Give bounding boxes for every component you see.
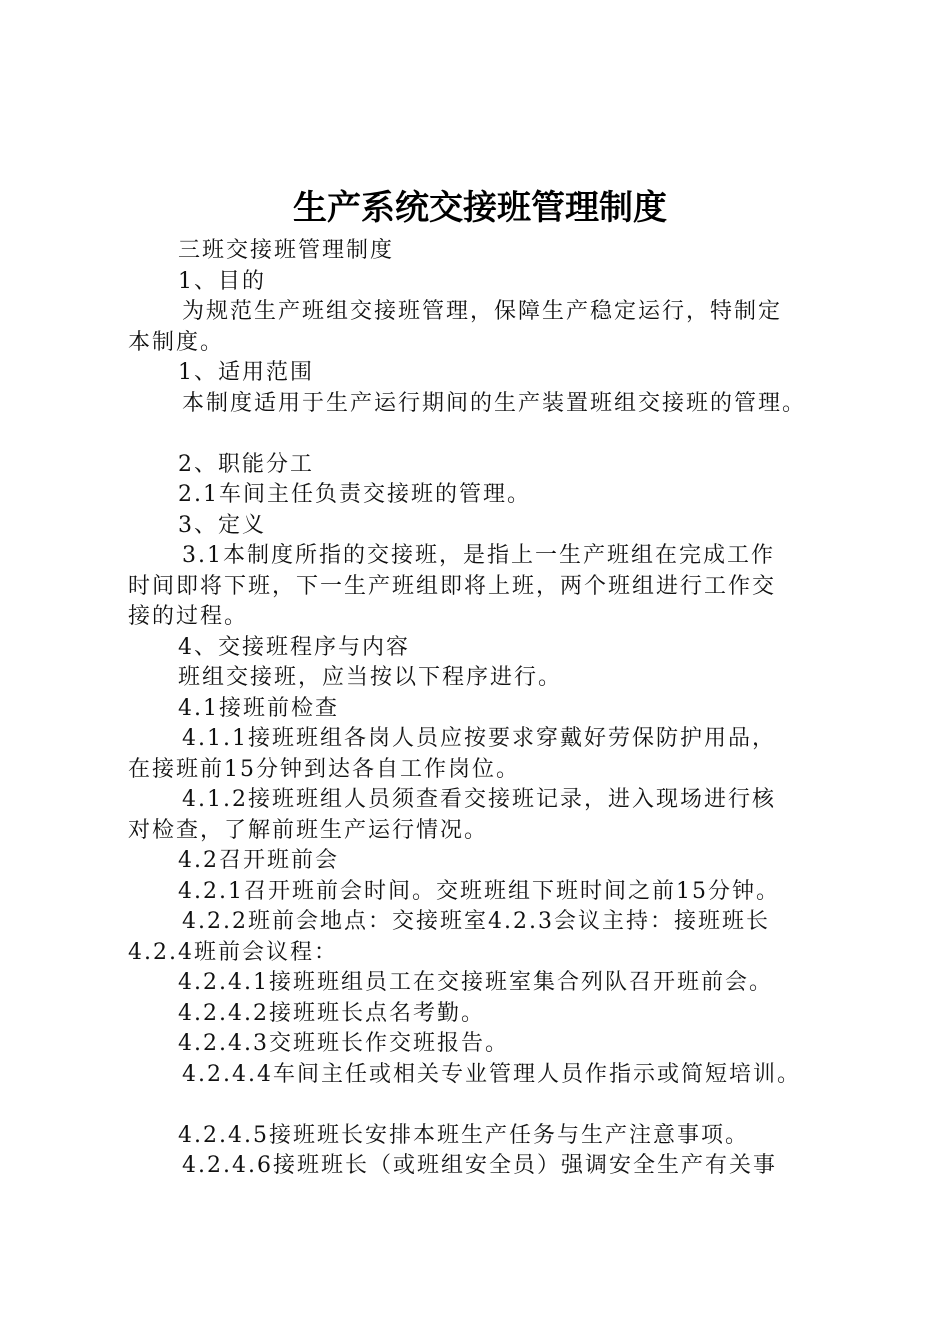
section-heading: 2、职能分工: [178, 451, 314, 477]
paragraph-line: 时间即将下班，下一生产班组即将上班，两个班组进行工作交: [128, 573, 777, 599]
paragraph-line: 4.2.4.3交班班长作交班报告。: [178, 1031, 509, 1056]
paragraph-line: 接的过程。: [128, 604, 249, 629]
paragraph-line: 4.2.4.5接班班长安排本班生产任务与生产注意事项。: [178, 1122, 749, 1148]
paragraph-line: 4.1.2接班班组人员须查看交接班记录，进入现场进行核: [182, 787, 776, 812]
paragraph-line: 4.2.4.1接班班组员工在交接班室集合列队召开班前会。: [178, 970, 773, 995]
paragraph-line: 4.2.2班前会地点：交接班室4.2.3会议主持：接班班长: [182, 909, 770, 934]
paragraph-line: 4.1.1接班班组各岗人员应按要求穿戴好劳保防护用品，: [182, 726, 776, 751]
section-heading: 4、交接班程序与内容: [178, 634, 410, 660]
section-heading: 1、目的: [178, 268, 266, 294]
subsection-heading: 4.1接班前检查: [178, 695, 339, 721]
paragraph-line: 4.2.4.2接班班长点名考勤。: [178, 1000, 485, 1026]
blank-line: [128, 1090, 834, 1121]
paragraph-line: 本制度适用于生产运行期间的生产装置班组交接班的管理。: [182, 390, 807, 416]
document-body: [128, 236, 834, 1182]
subsection-heading: 4.2召开班前会: [178, 848, 339, 873]
paragraph-line: 3.1本制度所指的交接班，是指上一生产班组在完成工作: [182, 543, 775, 568]
section-heading: 1、适用范围: [178, 360, 314, 385]
document-title: 生产系统交接班管理制度: [293, 188, 667, 228]
paragraph-line: 4.2.4.6接班班长（或班组安全员）强调安全生产有关事: [182, 1153, 777, 1178]
paragraph-line: 4.2.1召开班前会时间。交班班组下班时间之前15分钟。: [178, 878, 780, 904]
section-heading: 3、定义: [178, 512, 266, 538]
blank-line: [128, 419, 834, 450]
doc-subtitle: 三班交接班管理制度: [178, 238, 395, 263]
paragraph-line: 对检查，了解前班生产运行情况。: [128, 817, 489, 843]
paragraph-line: 2.1车间主任负责交接班的管理。: [178, 482, 531, 507]
paragraph-line: 4.2.4.4车间主任或相关专业管理人员作指示或简短培训。: [182, 1061, 801, 1087]
paragraph-line: 本制度。: [128, 329, 225, 355]
paragraph-line: 班组交接班，应当按以下程序进行。: [178, 665, 563, 690]
paragraph-line: 4.2.4班前会议程：: [128, 939, 338, 965]
paragraph-line: 在接班前15分钟到达各自工作岗位。: [128, 756, 520, 782]
paragraph-line: 为规范生产班组交接班管理，保障生产稳定运行，特制定: [182, 299, 783, 324]
